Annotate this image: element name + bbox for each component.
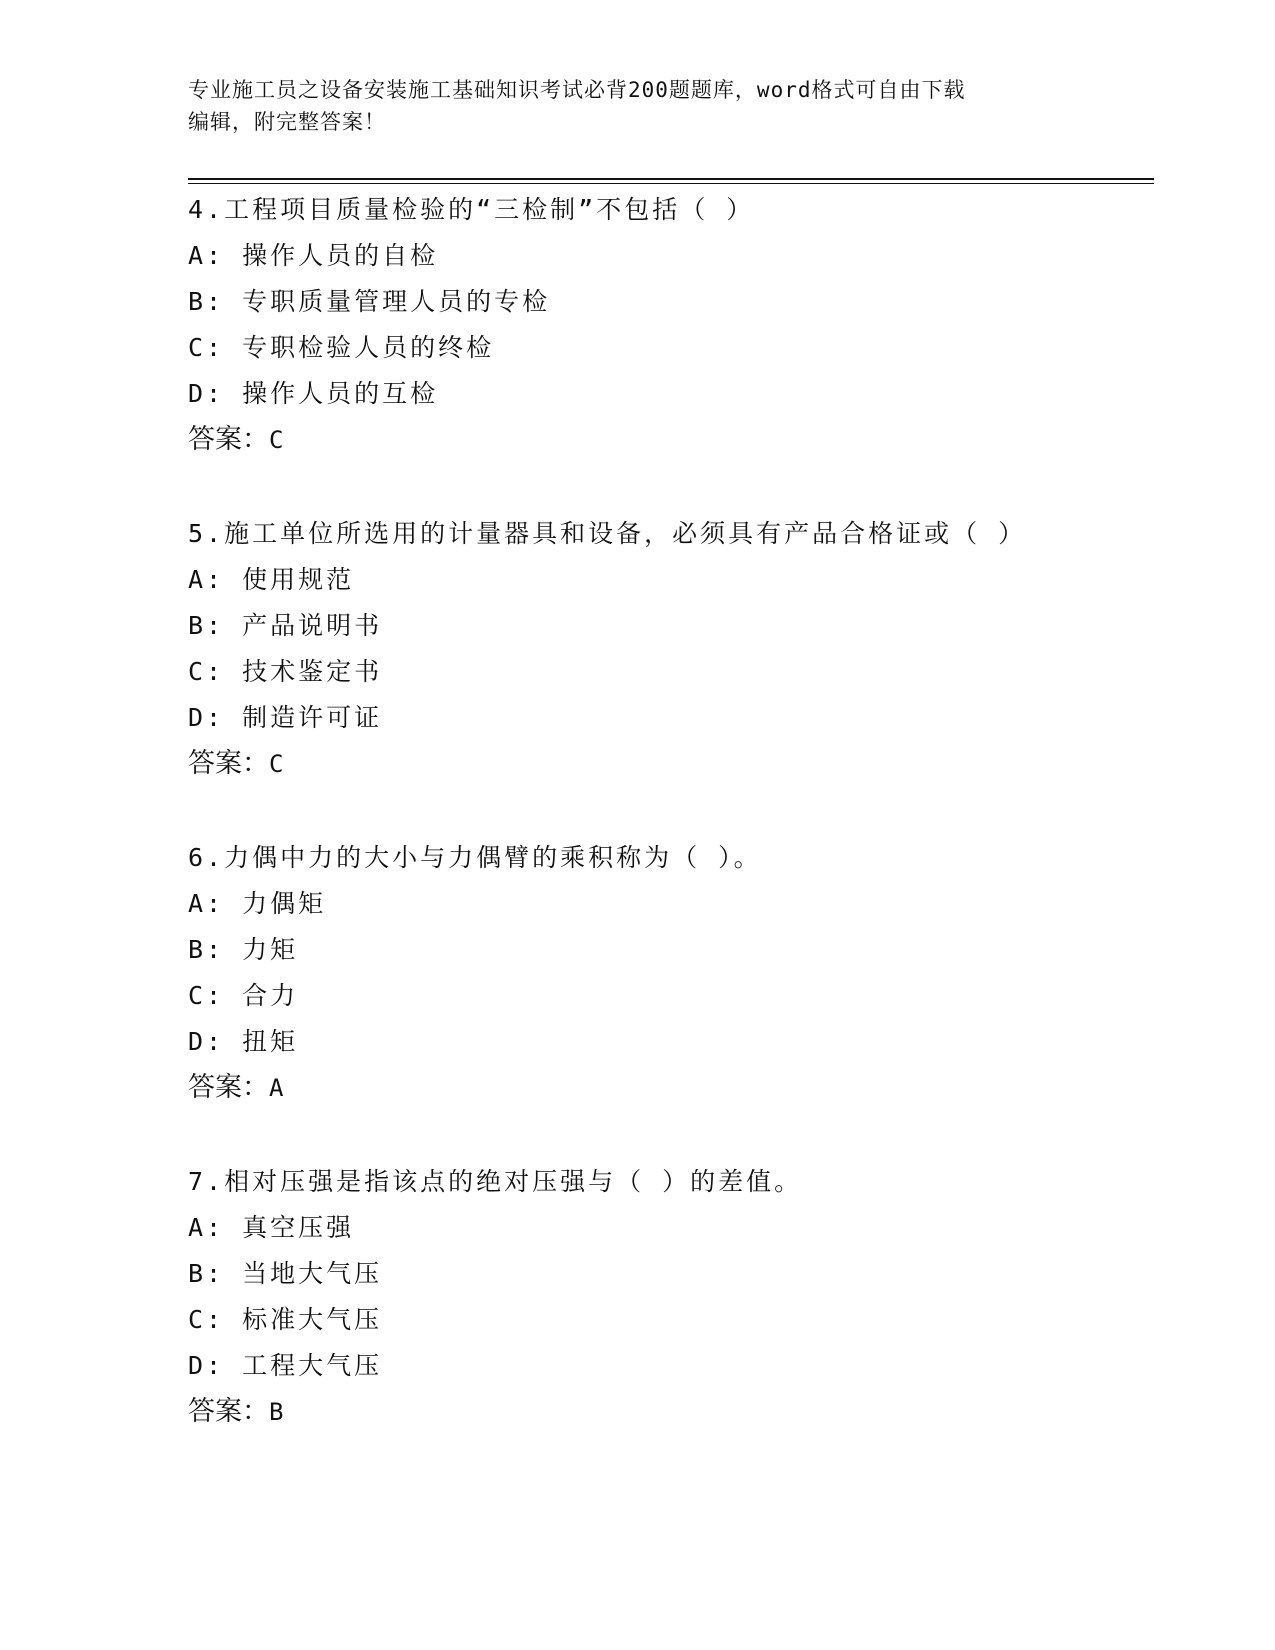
option-b: B: 专职质量管理人员的专检	[188, 287, 551, 316]
answer-label: 答案：	[188, 748, 269, 779]
answer-line	[188, 417, 1154, 463]
option-d: D: 制造许可证	[188, 703, 383, 732]
option-a: A: 力偶矩	[188, 889, 327, 918]
answer-label: 答案：	[188, 424, 269, 455]
option-d: D: 操作人员的互检	[188, 379, 439, 408]
question-stem: 7.相对压强是指该点的绝对压强与（ ）的差值。	[188, 1167, 803, 1196]
option-d: D: 扭矩	[188, 1027, 299, 1056]
option-b: B: 当地大气压	[188, 1259, 383, 1288]
answer-line	[188, 1389, 1154, 1435]
option-c: C: 技术鉴定书	[188, 657, 383, 686]
question-stem: 4.工程项目质量检验的“三检制”不包括（ ）	[188, 195, 755, 224]
answer-value: C	[269, 750, 284, 778]
option-b: B: 产品说明书	[188, 611, 383, 640]
document-header	[188, 74, 1088, 138]
answer-line	[188, 741, 1154, 787]
option-c: C: 合力	[188, 981, 299, 1010]
answer-value: C	[269, 426, 284, 454]
option-b: B: 力矩	[188, 935, 299, 964]
answer-label: 答案：	[188, 1072, 269, 1103]
option-c: C: 标准大气压	[188, 1305, 383, 1334]
question-list	[188, 187, 1154, 1483]
answer-value: B	[269, 1398, 284, 1426]
question-4	[188, 187, 1154, 463]
answer-line	[188, 1065, 1154, 1111]
header-line-1: 专业施工员之设备安装施工基础知识考试必背200题题库，word格式可自由下载	[188, 78, 966, 102]
question-6	[188, 835, 1154, 1111]
question-5	[188, 511, 1154, 787]
question-stem: 5.施工单位所选用的计量器具和设备，必须具有产品合格证或（ ）	[188, 519, 1027, 548]
question-7	[188, 1159, 1154, 1435]
header-divider	[188, 178, 1154, 184]
option-a: A: 操作人员的自检	[188, 241, 439, 270]
answer-value: A	[269, 1074, 284, 1102]
option-a: A: 使用规范	[188, 565, 355, 594]
option-a: A: 真空压强	[188, 1213, 355, 1242]
option-c: C: 专职检验人员的终检	[188, 333, 495, 362]
header-line-2: 编辑，附完整答案！	[188, 110, 386, 134]
option-d: D: 工程大气压	[188, 1351, 383, 1380]
answer-label: 答案：	[188, 1396, 269, 1427]
question-stem: 6.力偶中力的大小与力偶臂的乘积称为（ ）。	[188, 843, 762, 872]
